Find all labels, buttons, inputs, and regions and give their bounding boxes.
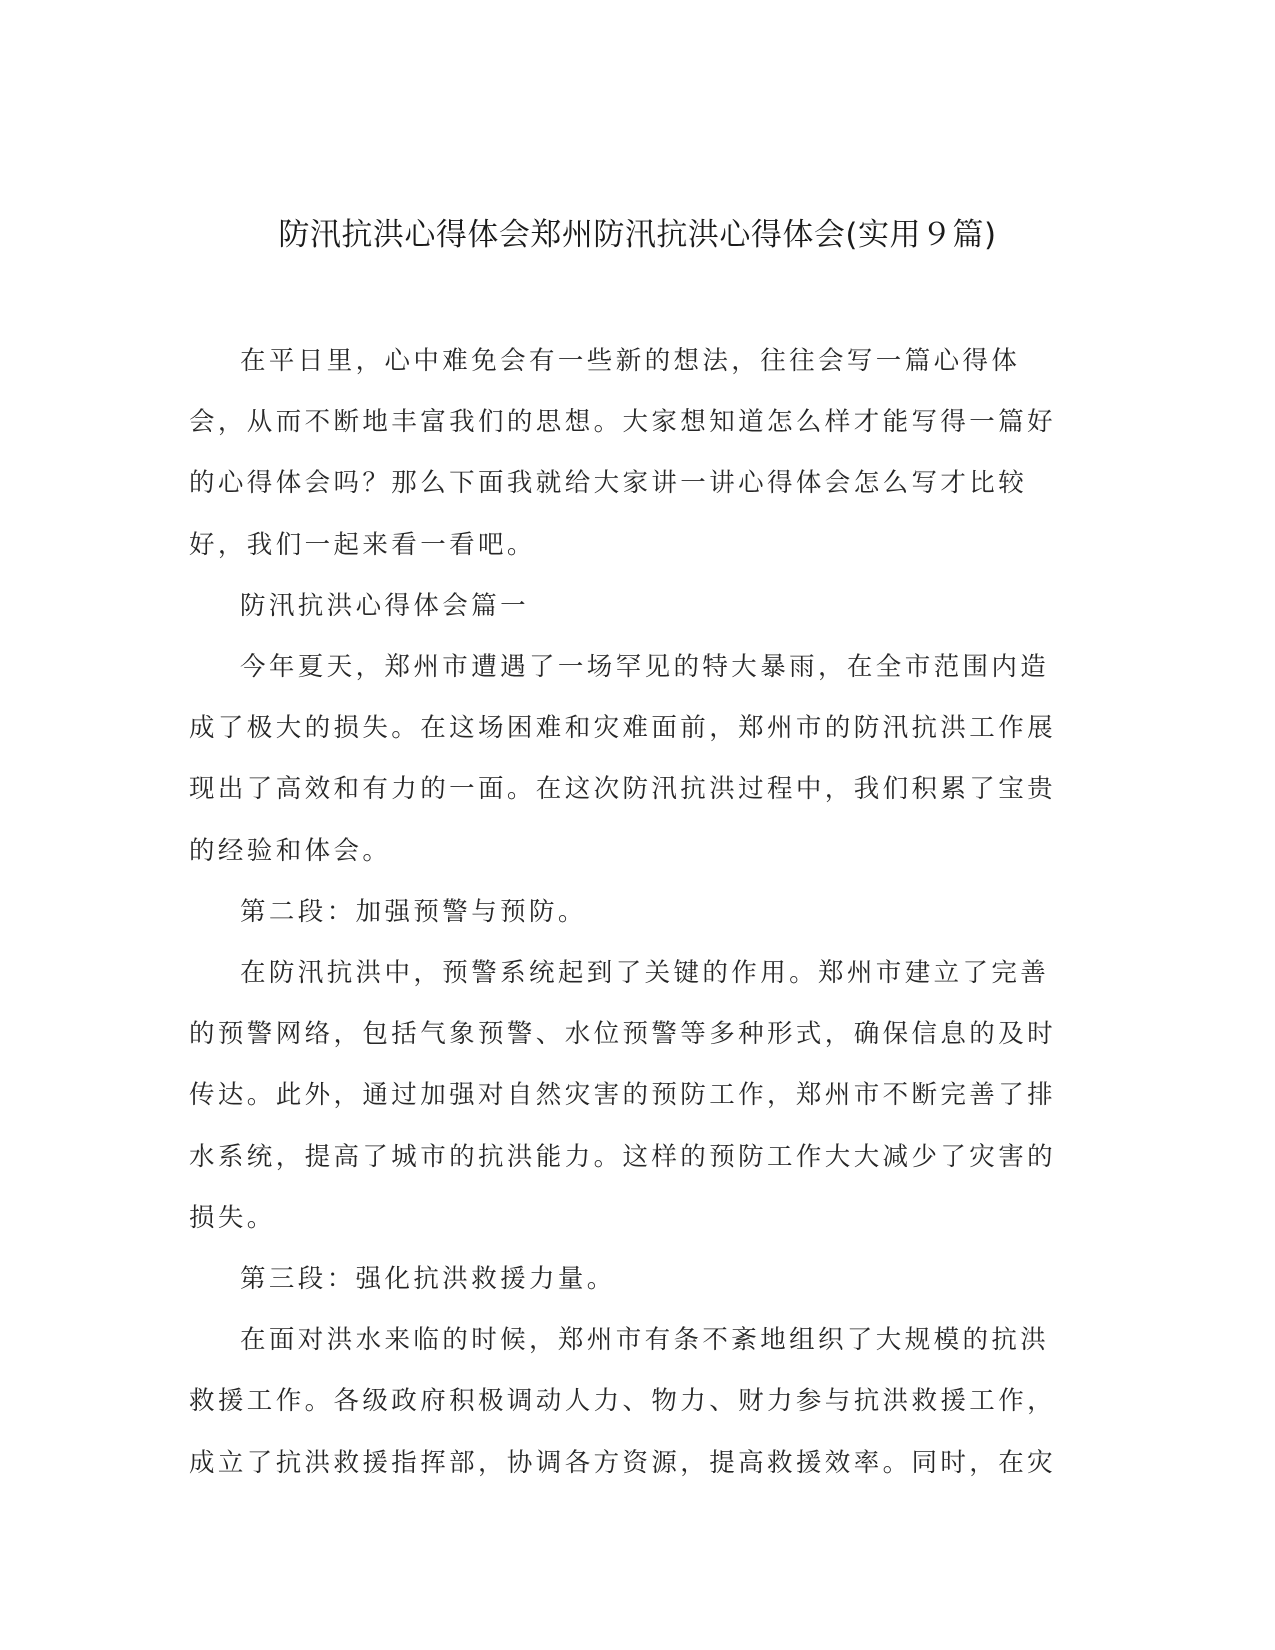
section-heading-third: 第三段：强化抗洪救援力量。 <box>240 1264 616 1295</box>
section-heading-second: 第二段：加强预警与预防。 <box>240 896 587 927</box>
body-paragraph: 在面对洪水来临的时候，郑州市有条不紊地组织了大规模的抗洪救援工作。各级政府积极调动人力、物力、财力参与抗洪救援工作，成立了抗洪救援指挥部，协调各方资源，提高救援效率。同时，在灾 <box>189 1325 1057 1478</box>
document-body <box>189 331 1069 1494</box>
document-title: 防汛抗洪心得体会郑州防汛抗洪心得体会(实用９篇) <box>278 217 997 253</box>
intro-paragraph: 在平日里，心中难免会有一些新的想法，往往会写一篇心得体会，从而不断地丰富我们的思想。大家想知道怎么样才能写得一篇好的心得体会吗？那么下面我就给大家讲一讲心得体会怎么写才比较好，我们一起来看一看吧。 <box>189 346 1057 560</box>
section-heading-part-one: 防汛抗洪心得体会篇一 <box>240 590 530 621</box>
body-paragraph: 今年夏天，郑州市遭遇了一场罕见的特大暴雨，在全市范围内造成了极大的损失。在这场困难和灾难面前，郑州市的防汛抗洪工作展现出了高效和有力的一面。在这次防汛抗洪过程中，我们积累了宝贵的经验和体会。 <box>189 652 1057 866</box>
body-paragraph: 在防汛抗洪中，预警系统起到了关键的作用。郑州市建立了完善的预警网络，包括气象预警、水位预警等多种形式，确保信息的及时传达。此外，通过加强对自然灾害的预防工作，郑州市不断完善了排水系统，提高了城市的抗洪能力。这样的预防工作大大减少了灾害的损失。 <box>189 958 1057 1233</box>
